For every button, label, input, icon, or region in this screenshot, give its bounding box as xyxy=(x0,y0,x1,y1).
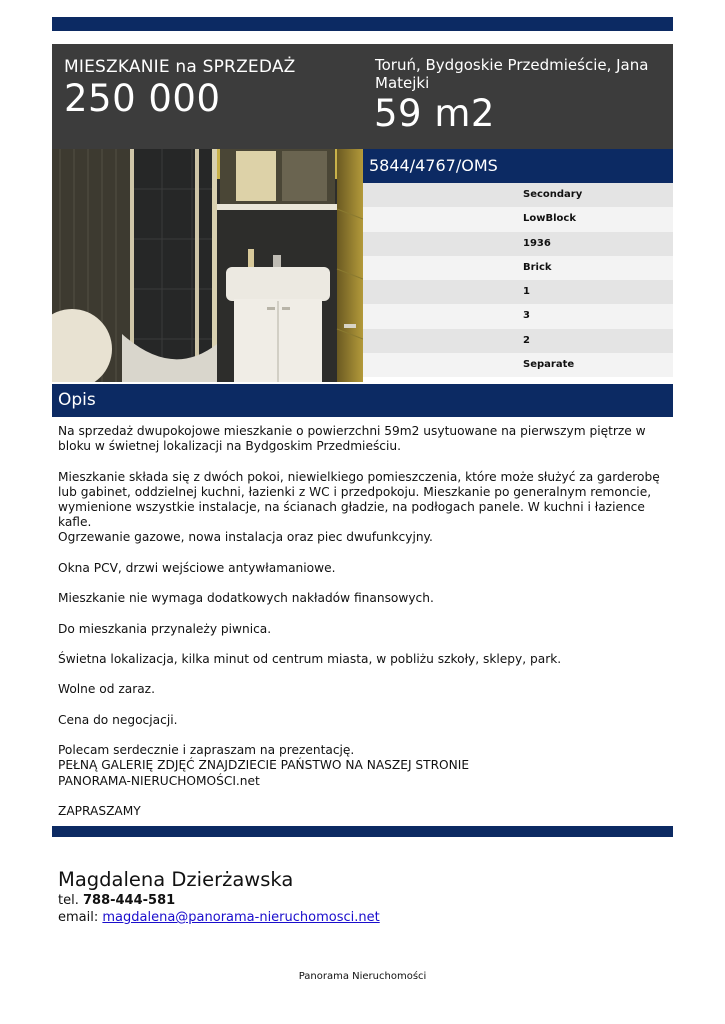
description-section-bar xyxy=(52,384,673,417)
listing-header xyxy=(52,44,673,149)
agent-contact xyxy=(58,868,658,926)
description-title: Opis xyxy=(58,390,96,410)
detail-row xyxy=(363,304,673,328)
top-accent-bar xyxy=(52,17,673,31)
description-paragraph: Mieszkanie nie wymaga dodatkowych nakładów finansowych. xyxy=(58,591,434,606)
offer-details-table xyxy=(363,183,673,377)
detail-row xyxy=(363,183,673,207)
agent-phone-line xyxy=(58,892,658,909)
bottom-accent-bar xyxy=(52,826,673,837)
detail-value: Brick xyxy=(523,261,552,273)
detail-value: 1 xyxy=(523,286,530,298)
detail-value: Separate xyxy=(523,359,575,371)
detail-value: 2 xyxy=(523,334,530,346)
agent-phone[interactable]: 788-444-581 xyxy=(82,893,176,908)
bathroom-photo[interactable] xyxy=(52,149,363,382)
description-paragraph: Na sprzedaż dwupokojowe mieszkanie o powierzchni 59m2 usytuowane na pierwszym piętrze w bloku w świetnej lokalizacji na Bydgoskim Przedmieściu. xyxy=(58,424,646,454)
description-paragraph: Okna PCV, drzwi wejściowe antywłamaniowe. xyxy=(58,560,336,575)
description-paragraph: Wolne od zaraz. xyxy=(58,682,155,697)
detail-value: Secondary xyxy=(523,189,583,200)
description-paragraph: Polecam serdecznie i zapraszam na prezentację. PEŁNĄ GALERIĘ ZDJĘĆ ZNAJDZIECIE PAŃSTWO NA NASZEJ STRONIE PANORAMA-NIERUCHOMOŚCI.net xyxy=(58,743,470,788)
bathroom-photo-illustration xyxy=(52,149,363,382)
detail-value: 3 xyxy=(523,310,530,322)
listing-type: MIESZKANIE na SPRZEDAŻ xyxy=(64,57,296,77)
detail-row xyxy=(363,256,673,280)
description-paragraph: Mieszkanie składa się z dwóch pokoi, niewielkiego pomieszczenia, które może służyć za garderobę lub gabinet, oddzielnej kuchni, łazienki z WC i przedpokoju. Mieszkanie po generalnym remoncie, wymienione wszystkie instalacje, na ścianach gładzie, na podłogach panele. W kuchni i łazience kafle. Ogrzewanie gazowe, nowa instalacja oraz piec dwufunkcyjny. xyxy=(58,469,660,545)
description-paragraph: Świetna lokalizacja, kilka minut od centrum miasta, w pobliżu szkoły, sklepy, park. xyxy=(58,652,562,667)
offer-reference-bar xyxy=(363,149,673,183)
offer-reference: 5844/4767/OMS xyxy=(369,156,498,175)
detail-row xyxy=(363,207,673,231)
listing-location: Toruń, Bydgoskie Przedmieście, Jana Matejki xyxy=(375,56,649,92)
footer-text: Panorama Nieruchomości xyxy=(298,971,427,982)
agent-name: Magdalena Dzierżawska xyxy=(58,868,294,891)
description-paragraph: Cena do negocjacji. xyxy=(58,712,178,727)
agent-email-line xyxy=(58,909,658,926)
email-label: email: xyxy=(58,910,99,925)
description-paragraph: Do mieszkania przynależy piwnica. xyxy=(58,621,272,636)
detail-row xyxy=(363,329,673,353)
detail-value: 1936 xyxy=(523,237,551,249)
agent-email-link[interactable]: magdalena@panorama-nieruchomosci.net xyxy=(102,910,380,925)
detail-row xyxy=(363,353,673,377)
detail-row xyxy=(363,280,673,304)
listing-price: 250 000 xyxy=(64,77,221,120)
description-paragraph: ZAPRASZAMY xyxy=(58,804,141,819)
listing-area: 59 m2 xyxy=(374,92,495,135)
description-body xyxy=(58,424,663,819)
detail-value: LowBlock xyxy=(523,213,576,225)
detail-row xyxy=(363,232,673,256)
phone-label: tel. xyxy=(58,893,79,908)
